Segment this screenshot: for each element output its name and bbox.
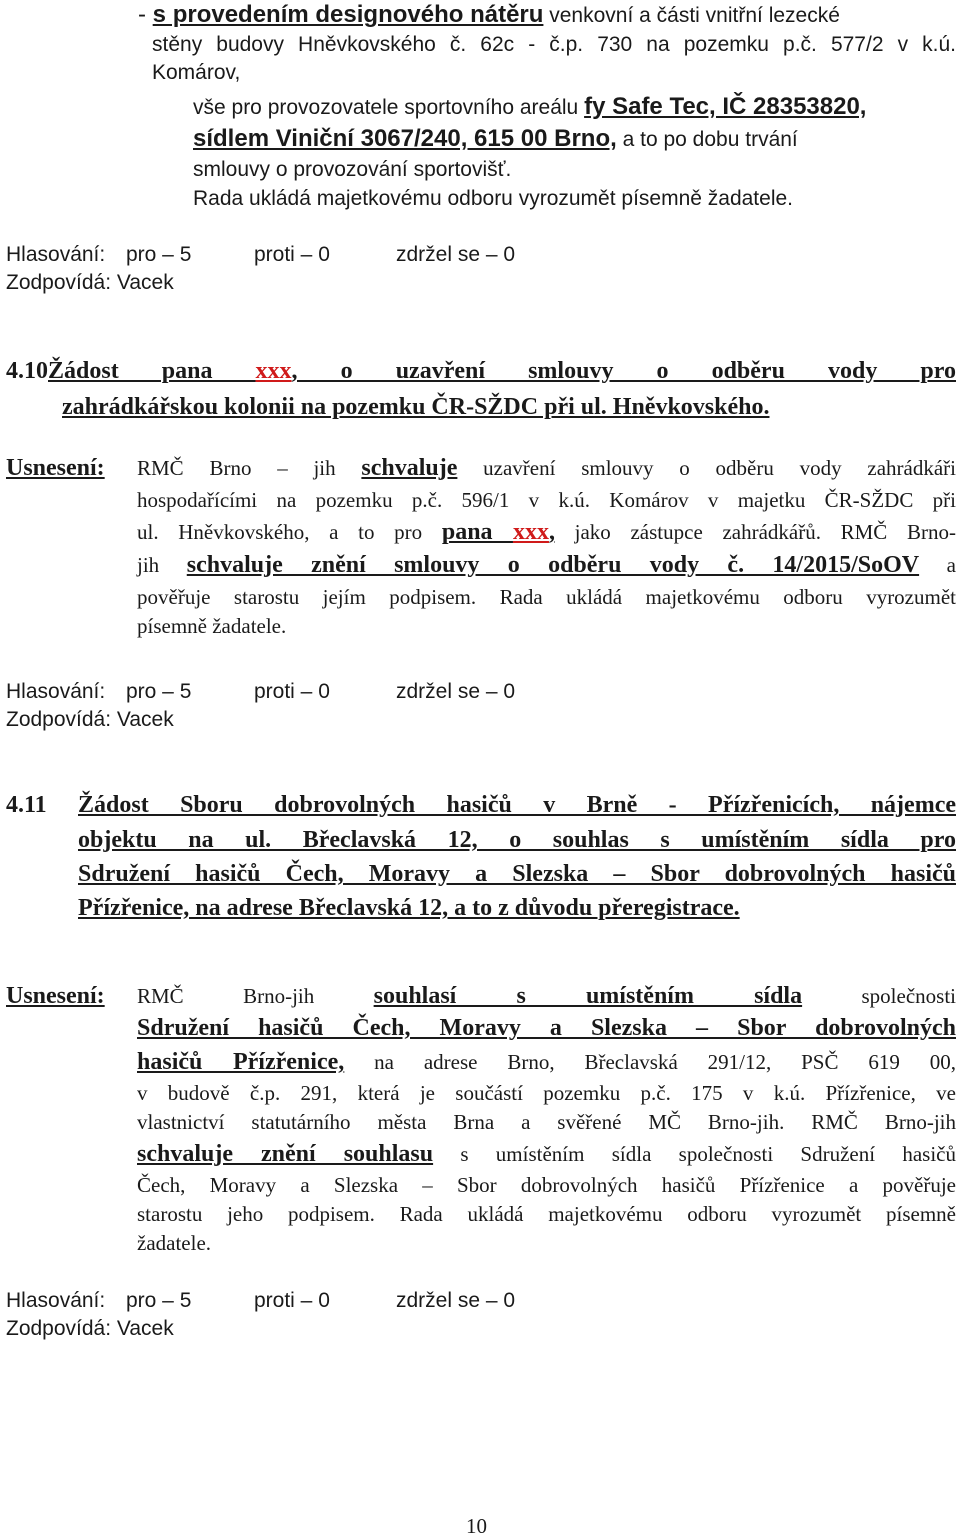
r1-bold: souhlasí s umístěním sídla <box>373 983 803 1009</box>
item-4-10-resolution-label: Usnesení: <box>6 455 105 481</box>
item-4-10-heading-line-1 <box>6 358 956 384</box>
top-line-5-rest: a to po dobu trvání <box>616 128 798 151</box>
top-line-1-bold: s provedením designového nátěru <box>152 1 544 28</box>
item-4-11-number: 4.11 <box>6 792 47 818</box>
vote-label: Hlasování: <box>6 243 106 266</box>
r4-a: jih <box>137 553 187 577</box>
item-4-10-resolution-line-6: písemně žadatele. <box>137 614 287 638</box>
item-4-10-resolution-line-5: pověřuje starostu jejím podpisem. Rada ukládá majetkovému odboru vyrozumět <box>137 585 956 609</box>
item-4-10-redacted-name: xxx <box>255 358 292 384</box>
item-4-10-resolution-line-2: hospodařícími na pozemku p.č. 596/1 v k.ú. Komárov v majetku ČR-SŽDC při <box>137 488 956 512</box>
item-4-10-title-b: , o uzavření smlouvy o odběru vody pro <box>291 358 956 384</box>
r6-bold: schvaluje znění souhlasu <box>137 1141 434 1167</box>
vote-proti: proti – 0 <box>254 680 330 703</box>
vote-label: Hlasování: <box>6 1289 106 1312</box>
item-4-11-heading-line-3: Sdružení hasičů Čech, Moravy a Slezska – Sbor dobrovolných hasičů <box>78 861 956 887</box>
responsible-person: Zodpovídá: Vacek <box>6 1317 174 1340</box>
r3-b: jako zástupce zahrádkářů. RMČ Brno- <box>554 520 956 544</box>
vote-pro: pro – 5 <box>126 243 192 266</box>
item-4-10-resolution-line-3 <box>137 519 956 545</box>
item-4-11-heading-line-4: Přízřenice, na adrese Břeclavská 12, a to z důvodu přeregistrace. <box>78 895 740 921</box>
item-4-11-heading-line-2: objektu na ul. Břeclavská 12, o souhlas s umístěním sídla pro <box>78 827 956 853</box>
r1-bold: schvaluje <box>361 455 458 481</box>
top-line-4-prefix: vše pro provozovatele sportovního areálu <box>193 96 585 119</box>
r6-b: s umístěním sídla společnosti Sdružení hasičů <box>433 1142 956 1166</box>
responsible-person: Zodpovídá: Vacek <box>6 708 174 731</box>
item-4-10-number: 4.10 <box>6 358 48 384</box>
r4-bold: schvaluje znění smlouvy o odběru vody č. 14/2015/SoOV <box>186 552 920 578</box>
r3-bold: hasičů Přízřenice, <box>137 1049 345 1075</box>
item-4-11-resolution-line-6 <box>137 1141 956 1167</box>
item-4-11-resolution-line-1 <box>137 983 956 1009</box>
r3-redacted-name: xxx <box>512 519 549 545</box>
vote-label: Hlasování: <box>6 680 106 703</box>
r3-b: na adrese Brno, Břeclavská 291/12, PSČ 619 00, <box>344 1050 956 1074</box>
vote-proti: proti – 0 <box>254 1289 330 1312</box>
item-4-11-resolution-line-5: vlastnictví statutárního města Brna a svěřené MČ Brno-jih. RMČ Brno-jih <box>137 1110 956 1134</box>
item-4-11-resolution-line-9: žadatele. <box>137 1231 212 1255</box>
top-line-4-bold: fy Safe Tec, IČ 28353820, <box>584 93 867 120</box>
item-4-11-resolution-line-4: v budově č.p. 291, která je součástí pozemku p.č. 175 v k.ú. Přízřenice, ve <box>137 1081 956 1105</box>
r3-bold: pana <box>441 519 513 545</box>
item-4-10-resolution-line-1 <box>137 455 956 481</box>
item-4-10-title-a: Žádost pana <box>48 358 256 384</box>
page-number: 10 <box>466 1514 487 1538</box>
top-line-1-rest: venkovní a části vnitřní lezecké <box>543 4 840 27</box>
top-line-1-prefix: - <box>138 1 153 28</box>
r1-a: RMČ Brno-jih <box>137 984 374 1008</box>
top-line-2: stěny budovy Hněvkovského č. 62c - č.p. 730 na pozemku p.č. 577/2 v k.ú. <box>152 33 956 56</box>
item-4-11-resolution-line-8: starostu jeho podpisem. Rada ukládá majetkovému odboru vyrozumět písemně <box>137 1202 956 1226</box>
vote-line <box>6 1288 515 1314</box>
item-4-11-resolution-label: Usnesení: <box>6 983 105 1009</box>
top-line-3: Komárov, <box>152 61 241 84</box>
vote-abstain: zdržel se – 0 <box>396 243 516 266</box>
top-line-4 <box>193 94 956 121</box>
vote-pro: pro – 5 <box>126 680 192 703</box>
item-4-11-resolution-line-7: Čech, Moravy a Slezska – Sbor dobrovolných hasičů Přízřenice a pověřuje <box>137 1173 956 1197</box>
r1-a: RMČ Brno – jih <box>137 456 362 480</box>
r1-b: uzavření smlouvy o odběru vody zahrádkáři <box>457 456 956 480</box>
vote-abstain: zdržel se – 0 <box>396 680 516 703</box>
item-4-11-resolution-line-3 <box>137 1049 956 1075</box>
responsible-person: Zodpovídá: Vacek <box>6 271 174 294</box>
vote-abstain: zdržel se – 0 <box>396 1289 516 1312</box>
r4-b: a <box>919 553 956 577</box>
vote-line <box>6 679 515 705</box>
vote-line <box>6 242 515 268</box>
r3-bold-2: , <box>548 519 555 545</box>
item-4-11-resolution-line-2: Sdružení hasičů Čech, Moravy a Slezska – Sbor dobrovolných <box>137 1015 956 1041</box>
top-line-7: Rada ukládá majetkovému odboru vyrozumět písemně žadatele. <box>193 187 793 210</box>
vote-pro: pro – 5 <box>126 1289 192 1312</box>
item-4-10-heading-line-2: zahrádkářskou kolonii na pozemku ČR-SŽDC při ul. Hněvkovského. <box>62 394 770 420</box>
top-line-1 <box>138 2 956 29</box>
vote-proti: proti – 0 <box>254 243 330 266</box>
r1-b: společnosti <box>802 984 956 1008</box>
top-line-6: smlouvy o provozování sportovišť. <box>193 158 512 181</box>
top-line-5-bold: sídlem Viniční 3067/240, 615 00 Brno, <box>193 125 617 152</box>
item-4-10-resolution-line-4 <box>137 552 956 578</box>
item-4-11-heading-line-1: Žádost Sboru dobrovolných hasičů v Brně - Přízřenicích, nájemce <box>78 792 956 818</box>
r3-a: ul. Hněvkovského, a to pro <box>137 520 442 544</box>
top-line-5 <box>193 126 956 153</box>
